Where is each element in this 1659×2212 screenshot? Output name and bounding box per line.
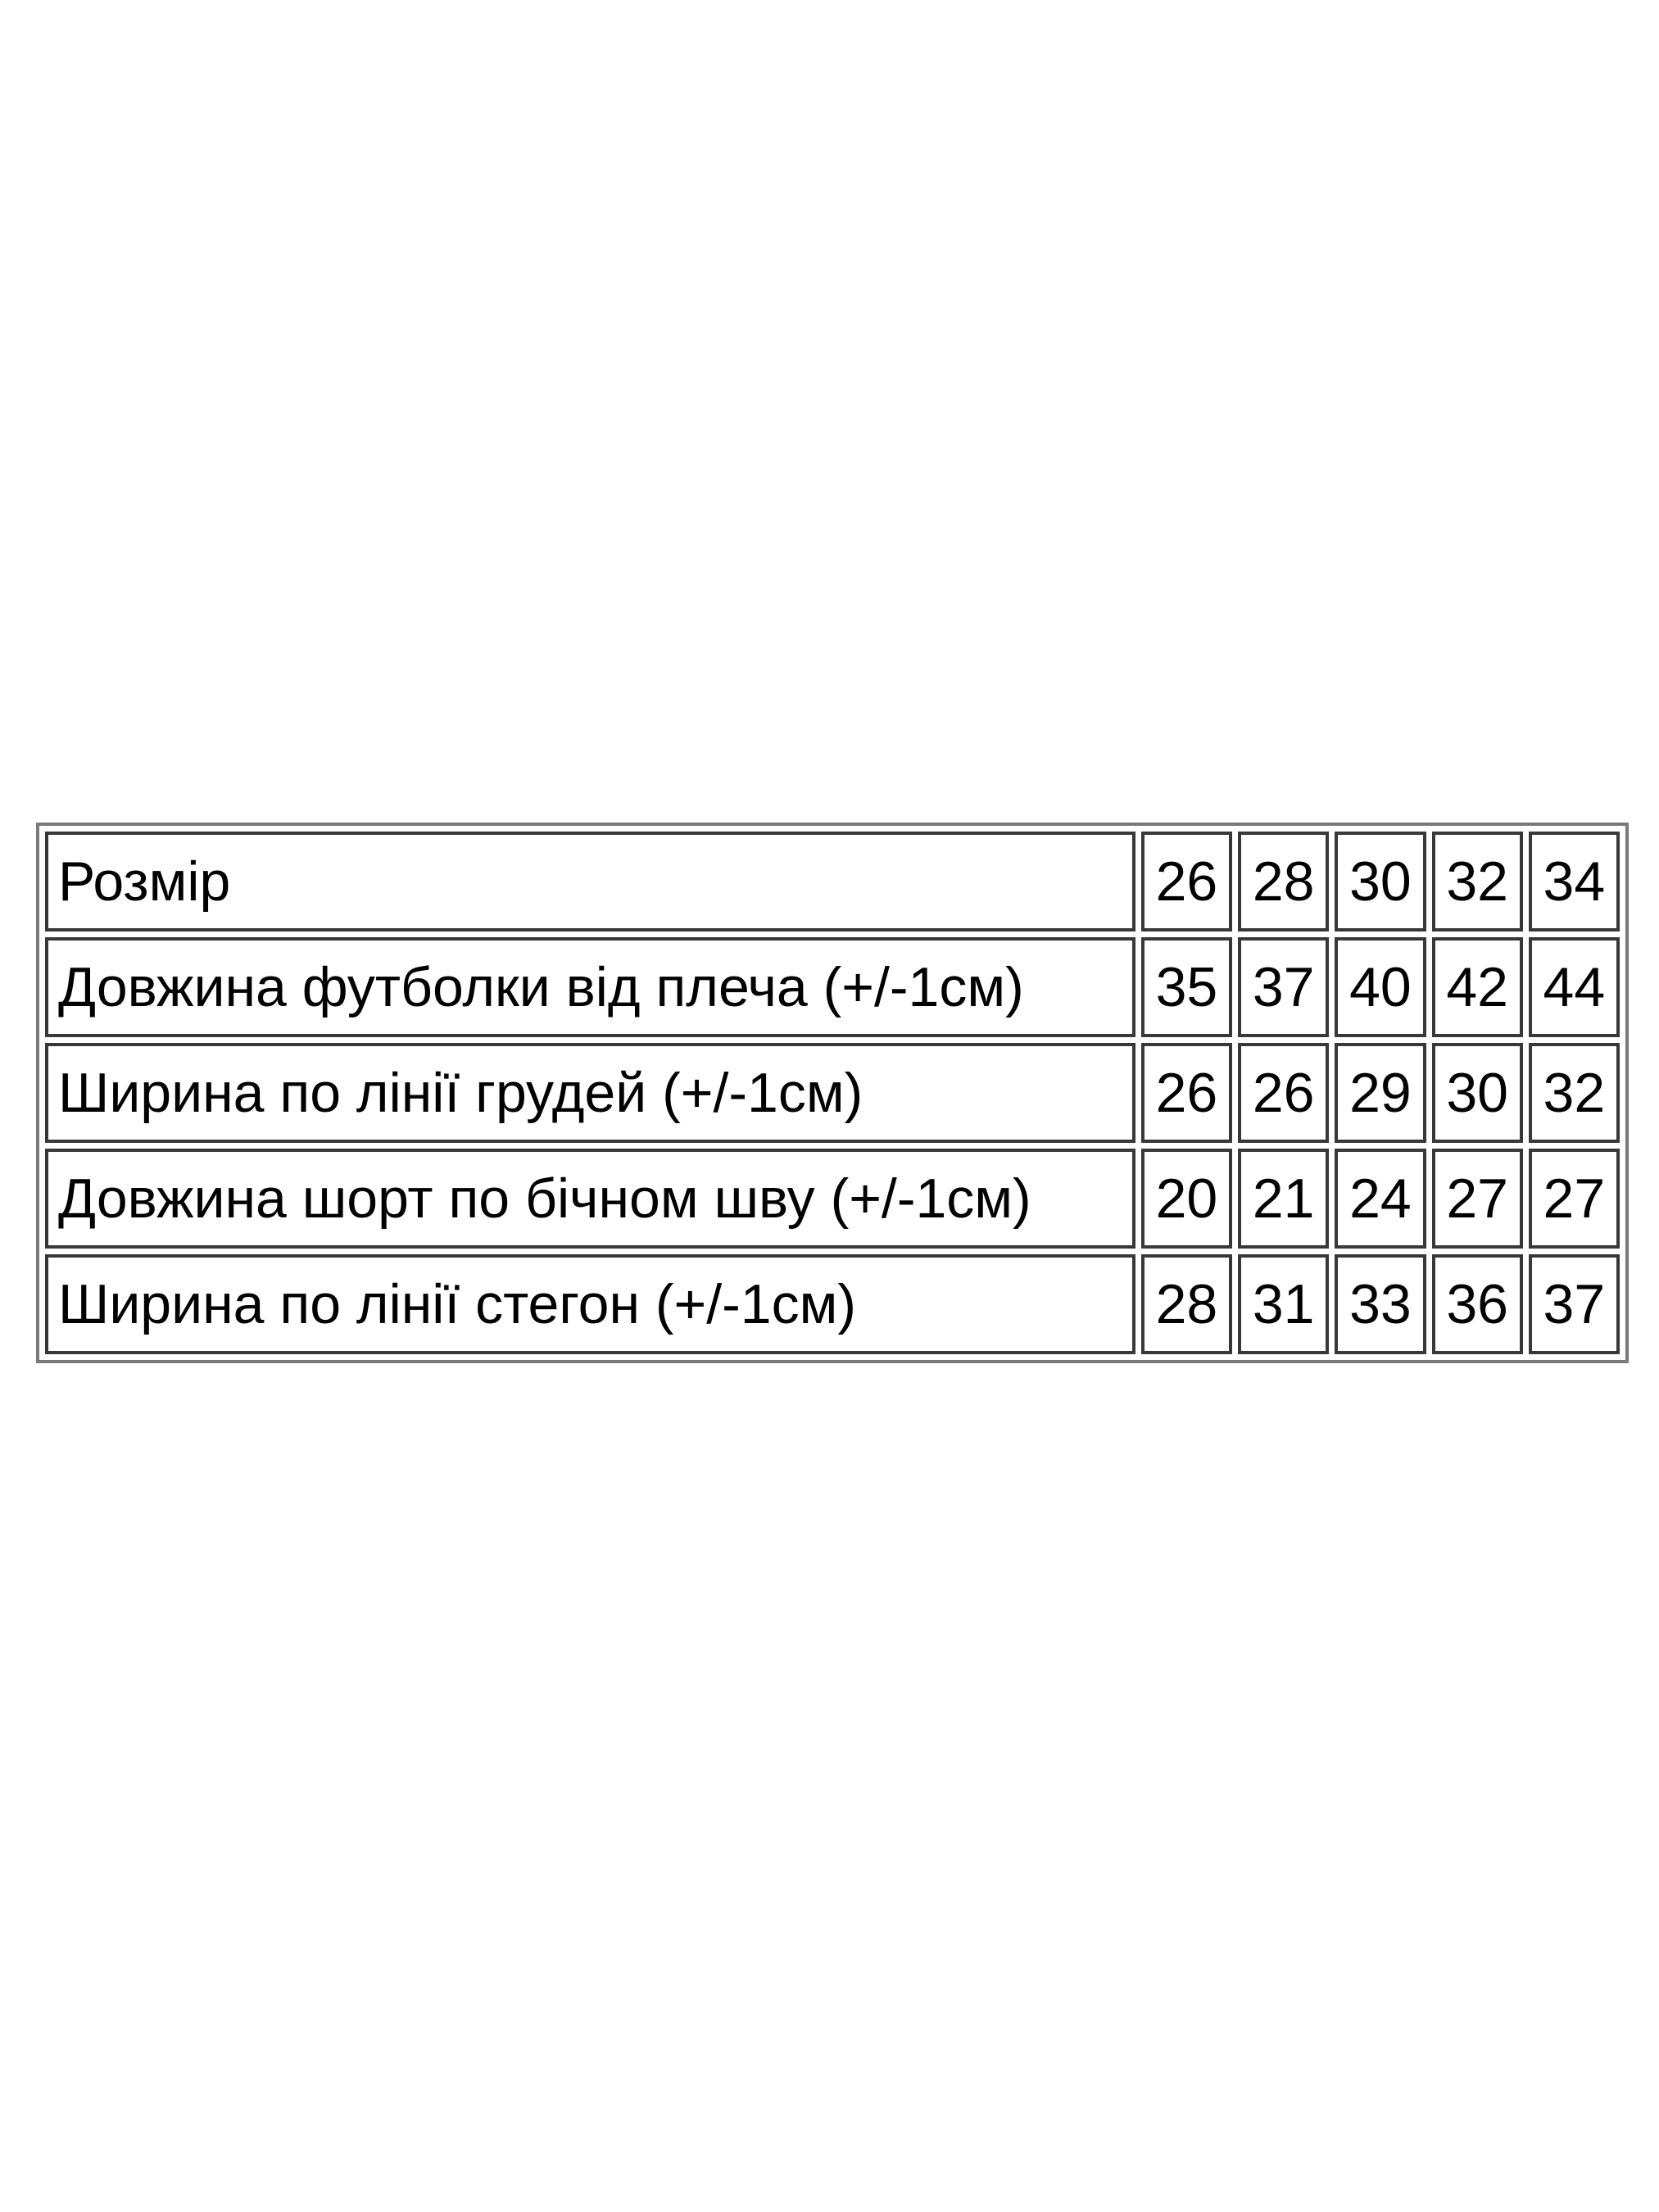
table-row-hip-width [45,1254,1620,1354]
size-value-cell: 28 [1238,832,1329,931]
size-value-cell: 42 [1432,937,1523,1037]
size-value-cell: 37 [1529,1254,1620,1354]
size-value-cell: 32 [1529,1043,1620,1143]
size-value-cell: 26 [1238,1043,1329,1143]
size-value-cell: 21 [1238,1149,1329,1249]
size-value-cell: 24 [1335,1149,1426,1249]
row-label-cell: Довжина шорт по бічном шву (+/-1см) [45,1149,1135,1249]
size-value-cell: 31 [1238,1254,1329,1354]
size-value-cell: 37 [1238,937,1329,1037]
table-row-size [45,832,1620,931]
size-value-cell: 27 [1529,1149,1620,1249]
size-value-cell: 20 [1141,1149,1232,1249]
size-value-cell: 30 [1432,1043,1523,1143]
size-value-cell: 40 [1335,937,1426,1037]
size-value-cell: 35 [1141,937,1232,1037]
size-value-cell: 33 [1335,1254,1426,1354]
row-label-cell: Розмір [45,832,1135,931]
size-value-cell: 28 [1141,1254,1232,1354]
size-chart-table [36,823,1629,1363]
row-label-cell: Ширина по лінії грудей (+/-1см) [45,1043,1135,1143]
table-row-shirt-length [45,937,1620,1037]
size-value-cell: 30 [1335,832,1426,931]
size-value-cell: 27 [1432,1149,1523,1249]
size-value-cell: 34 [1529,832,1620,931]
table-row-chest-width [45,1043,1620,1143]
table-row-shorts-length [45,1149,1620,1249]
size-value-cell: 36 [1432,1254,1523,1354]
size-value-cell: 44 [1529,937,1620,1037]
row-label-cell: Довжина футболки від плеча (+/-1см) [45,937,1135,1037]
row-label-cell: Ширина по лінії стегон (+/-1см) [45,1254,1135,1354]
size-value-cell: 29 [1335,1043,1426,1143]
size-value-cell: 26 [1141,1043,1232,1143]
size-value-cell: 32 [1432,832,1523,931]
size-value-cell: 26 [1141,832,1232,931]
